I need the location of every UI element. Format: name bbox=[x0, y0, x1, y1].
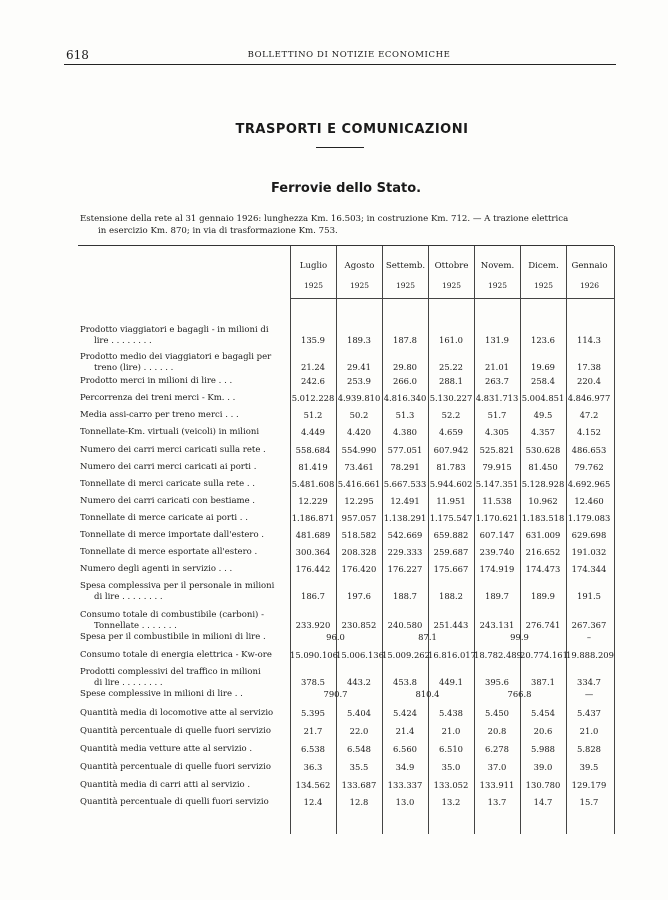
table-cell: 11.538 bbox=[482, 496, 512, 506]
table-cell: 4.420 bbox=[347, 427, 371, 437]
table-cell: 659.882 bbox=[433, 530, 469, 540]
table-cell: 1.138.291 bbox=[383, 513, 427, 523]
merged-cell: 87.1 bbox=[418, 632, 437, 642]
table-cell: 29.80 bbox=[393, 362, 417, 372]
table-cell: 130.780 bbox=[525, 780, 561, 790]
row-label bbox=[80, 780, 292, 791]
table-cell: 5.667.533 bbox=[383, 479, 427, 489]
table-cell: 208.328 bbox=[341, 547, 377, 557]
table-cell: 29.41 bbox=[347, 362, 371, 372]
table-cell: 50.2 bbox=[349, 410, 369, 420]
row-label bbox=[80, 632, 292, 643]
row-label bbox=[80, 547, 292, 558]
column-header bbox=[291, 256, 336, 296]
row-label bbox=[80, 610, 292, 631]
table-cell: 5.454 bbox=[531, 708, 555, 718]
row-label bbox=[80, 479, 292, 490]
row-label bbox=[80, 496, 292, 507]
table-cell: 133.052 bbox=[433, 780, 469, 790]
table-cell: 191.032 bbox=[571, 547, 607, 557]
table-cell: 4.357 bbox=[531, 427, 555, 437]
table-cell: 5.988 bbox=[531, 744, 555, 754]
table-cell: 4.380 bbox=[393, 427, 417, 437]
row-label-line: Quantità media di locomotive atte al servizio bbox=[80, 708, 274, 718]
table-cell: 4.816.340 bbox=[383, 393, 427, 403]
row-label-line: treno (lire) . . . . . . bbox=[94, 362, 174, 373]
row-label-line: Quantità percentuale di quelle fuori servizio bbox=[80, 726, 272, 736]
merged-cell: 790.7 bbox=[323, 689, 348, 699]
row-label-line: Consumo totale di energia elettrica - Kw-ore bbox=[80, 650, 272, 660]
row-label-line: Media assi-carro per treno merci . . . bbox=[80, 410, 239, 420]
table-cell: – bbox=[586, 632, 592, 642]
row-label-line: Consumo totale di combustibile (carboni) - bbox=[80, 610, 264, 620]
merged-cell: 99.9 bbox=[510, 632, 529, 642]
column-month: Dicem. bbox=[528, 261, 559, 271]
table-cell: 518.582 bbox=[341, 530, 377, 540]
table-cell: 5.012.228 bbox=[291, 393, 335, 403]
row-label-line: Prodotto medio dei viaggiatori e bagagli per bbox=[80, 352, 272, 362]
column-year: 1925 bbox=[395, 281, 416, 290]
row-label bbox=[80, 530, 292, 541]
table-cell: 1.186.871 bbox=[291, 513, 335, 523]
table-cell: 5.147.351 bbox=[475, 479, 519, 489]
table-cell: 216.652 bbox=[525, 547, 561, 557]
page-number: 618 bbox=[66, 48, 89, 62]
table-cell: 25.22 bbox=[439, 362, 463, 372]
table-cell: 39.0 bbox=[533, 762, 553, 772]
row-label-line: Tonnellate di merce esportate all'estero . bbox=[80, 547, 258, 557]
table-cell: 263.7 bbox=[485, 376, 509, 386]
table-cell: 5.481.608 bbox=[291, 479, 335, 489]
row-label-line: Numero degli agenti in servizio . . . bbox=[80, 564, 233, 574]
section-title: TRASPORTI E COMUNICAZIONI bbox=[235, 122, 469, 137]
table-cell: 12.8 bbox=[349, 797, 369, 807]
column-month: Settemb. bbox=[385, 261, 426, 271]
table-cell: 16.816.017 bbox=[428, 650, 476, 660]
table-cell: 174.919 bbox=[479, 564, 515, 574]
table-cell: 36.3 bbox=[303, 762, 323, 772]
table-cell: 288.1 bbox=[439, 376, 463, 386]
row-label-line: di lire . . . . . . . . bbox=[94, 677, 163, 688]
column-year: 1925 bbox=[349, 281, 370, 290]
row-label bbox=[80, 564, 292, 575]
table-cell: 131.9 bbox=[485, 335, 509, 345]
column-header bbox=[521, 256, 566, 296]
table-cell: 4.659 bbox=[439, 427, 463, 437]
subtitle: Ferrovie dello Stato. bbox=[270, 181, 422, 196]
row-label bbox=[80, 797, 292, 808]
table-cell: 5.404 bbox=[347, 708, 371, 718]
table-cell: 387.1 bbox=[531, 677, 555, 687]
merged-cell: 810.4 bbox=[415, 689, 440, 699]
table-cell: 133.687 bbox=[341, 780, 377, 790]
table-cell: 12.460 bbox=[574, 496, 604, 506]
table-top-rule bbox=[78, 245, 614, 246]
table-cell: 607.147 bbox=[479, 530, 515, 540]
table-cell: 78.291 bbox=[390, 462, 420, 472]
table-cell: 240.580 bbox=[387, 620, 423, 630]
table-cell: 15.009.262 bbox=[382, 650, 430, 660]
table-cell: 17.38 bbox=[577, 362, 601, 372]
table-cell: 6.510 bbox=[439, 744, 463, 754]
table-cell: 220.4 bbox=[577, 376, 601, 386]
table-cell: 12.295 bbox=[344, 496, 374, 506]
table-cell: 253.9 bbox=[347, 376, 371, 386]
table-cell: 558.684 bbox=[295, 445, 331, 455]
table-cell: 6.538 bbox=[301, 744, 325, 754]
table-cell: 129.179 bbox=[571, 780, 607, 790]
table-cell: 453.8 bbox=[393, 677, 417, 687]
table-cell: 134.562 bbox=[295, 780, 331, 790]
table-cell: 554.990 bbox=[341, 445, 377, 455]
running-head: BOLLETTINO DI NOTIZIE ECONOMICHE bbox=[247, 50, 451, 60]
row-label bbox=[80, 650, 292, 661]
table-cell: 19.888.209 bbox=[566, 650, 614, 660]
table-cell: 51.2 bbox=[303, 410, 323, 420]
column-year: 1925 bbox=[533, 281, 554, 290]
column-month: Gennaio bbox=[571, 261, 608, 271]
table-cell: 530.628 bbox=[525, 445, 561, 455]
row-label bbox=[80, 513, 292, 524]
table-cell: 525.821 bbox=[479, 445, 515, 455]
table-cell: 197.6 bbox=[347, 591, 371, 601]
table-cell: 13.2 bbox=[441, 797, 461, 807]
table-cell: 251.443 bbox=[433, 620, 469, 630]
row-label bbox=[80, 667, 292, 688]
table-cell: 449.1 bbox=[439, 677, 463, 687]
table-cell: 21.01 bbox=[485, 362, 509, 372]
table-cell: 267.367 bbox=[571, 620, 607, 630]
row-label-line: Tonnellate-Km. virtuali (veicoli) in milioni bbox=[80, 427, 260, 437]
column-header bbox=[383, 256, 428, 296]
table-cell: 5.395 bbox=[301, 708, 325, 718]
column-header bbox=[475, 256, 520, 296]
table-cell: 114.3 bbox=[577, 335, 601, 345]
table-cell: 300.364 bbox=[295, 547, 331, 557]
title-rule bbox=[316, 147, 364, 148]
row-label bbox=[80, 352, 292, 373]
column-year: 1925 bbox=[487, 281, 508, 290]
table-cell: 21.4 bbox=[395, 726, 415, 736]
header-rule bbox=[64, 64, 616, 65]
table-cell: 5.437 bbox=[577, 708, 601, 718]
table-cell: 18.782.489 bbox=[474, 650, 522, 660]
table-cell: 6.278 bbox=[485, 744, 509, 754]
row-label bbox=[80, 445, 292, 456]
table-cell: 20.774.161 bbox=[520, 650, 568, 660]
table-cell: 19.69 bbox=[531, 362, 555, 372]
row-label bbox=[80, 581, 292, 602]
table-cell: 4.831.713 bbox=[475, 393, 519, 403]
row-label-line: Numero dei carri merci caricati ai porti . bbox=[80, 462, 257, 472]
table-cell: 49.5 bbox=[533, 410, 553, 420]
row-label bbox=[80, 744, 292, 755]
table-cell: 5.450 bbox=[485, 708, 509, 718]
row-label bbox=[80, 410, 292, 421]
column-header bbox=[337, 256, 382, 296]
table-cell: 4.939.810 bbox=[337, 393, 381, 403]
table-cell: 161.0 bbox=[439, 335, 463, 345]
network-note bbox=[80, 213, 614, 237]
table-cell: 243.131 bbox=[479, 620, 515, 630]
row-label-line: Numero dei carri merci caricati sulla rete . bbox=[80, 445, 266, 455]
row-label bbox=[80, 427, 292, 438]
table-cell: 12.491 bbox=[390, 496, 420, 506]
column-year: 1925 bbox=[441, 281, 462, 290]
table-cell: 631.009 bbox=[525, 530, 561, 540]
table-cell: 4.305 bbox=[485, 427, 509, 437]
table-cell: 12.4 bbox=[303, 797, 323, 807]
table-cell: 174.473 bbox=[525, 564, 561, 574]
table-cell: 175.667 bbox=[433, 564, 469, 574]
table-cell: 21.0 bbox=[441, 726, 461, 736]
table-cell: 13.7 bbox=[487, 797, 507, 807]
table-cell: 187.8 bbox=[393, 335, 417, 345]
table-cell: 34.9 bbox=[395, 762, 415, 772]
table-cell: 15.090.106 bbox=[290, 650, 338, 660]
table-cell: 79.915 bbox=[482, 462, 512, 472]
table-cell: 191.5 bbox=[577, 591, 601, 601]
table-cell: 81.419 bbox=[298, 462, 328, 472]
note-line-2: in esercizio Km. 870; in via di trasformazione Km. 753. bbox=[98, 226, 338, 236]
table-cell: 481.689 bbox=[295, 530, 331, 540]
column-month: Agosto bbox=[344, 261, 375, 271]
table-cell: 20.6 bbox=[533, 726, 553, 736]
table-cell: 22.0 bbox=[349, 726, 369, 736]
row-label bbox=[80, 462, 292, 473]
table-cell: 334.7 bbox=[577, 677, 601, 687]
table-cell: 21.24 bbox=[301, 362, 325, 372]
table-cell: 258.4 bbox=[531, 376, 555, 386]
merged-cell: 766.8 bbox=[507, 689, 532, 699]
table-cell: 233.920 bbox=[295, 620, 331, 630]
table-cell: 51.7 bbox=[487, 410, 507, 420]
table-cell: 35.0 bbox=[441, 762, 461, 772]
row-label bbox=[80, 689, 292, 700]
table-cell: 176.442 bbox=[295, 564, 331, 574]
table-cell: 79.762 bbox=[574, 462, 604, 472]
table-cell: 81.783 bbox=[436, 462, 466, 472]
table-cell: 15.7 bbox=[579, 797, 599, 807]
row-label-line: Quantità percentuale di quelle fuori servizio bbox=[80, 762, 272, 772]
table-cell: 4.692.965 bbox=[567, 479, 611, 489]
table-cell: 542.669 bbox=[387, 530, 423, 540]
row-label-line: di lire . . . . . . . . bbox=[94, 591, 163, 602]
table-cell: 276.741 bbox=[525, 620, 561, 630]
table-cell: 378.5 bbox=[301, 677, 325, 687]
table-cell: 5.828 bbox=[577, 744, 601, 754]
row-label-line: Quantità media di carri atti al servizio . bbox=[80, 780, 251, 790]
row-label-line: Tonnellate di merce caricate ai porti . . bbox=[80, 513, 248, 523]
row-label-line: Prodotto viaggiatori e bagagli - in milioni di bbox=[80, 325, 269, 335]
row-label-line: Numero dei carri caricati con bestiame . bbox=[80, 496, 256, 506]
column-year: 1926 bbox=[579, 281, 600, 290]
row-label bbox=[80, 325, 292, 346]
table-cell: 577.051 bbox=[387, 445, 423, 455]
table-cell: 81.450 bbox=[528, 462, 558, 472]
row-label bbox=[80, 726, 292, 737]
column-rule bbox=[614, 246, 615, 834]
table-cell: 1.179.083 bbox=[567, 513, 611, 523]
row-label-line: Tonnellate di merce importate dall'estero . bbox=[80, 530, 265, 540]
table-cell: 4.449 bbox=[301, 427, 325, 437]
table-cell: 176.227 bbox=[387, 564, 423, 574]
table-cell: 174.344 bbox=[571, 564, 607, 574]
table-cell: 51.3 bbox=[395, 410, 415, 420]
table-cell: 20.8 bbox=[487, 726, 507, 736]
table-cell: 35.5 bbox=[349, 762, 369, 772]
table-cell: 1.170.621 bbox=[475, 513, 519, 523]
row-label-line: Quantità media vetture atte al servizio . bbox=[80, 744, 253, 754]
table-cell: 133.337 bbox=[387, 780, 423, 790]
table-cell: 5.130.227 bbox=[429, 393, 473, 403]
table-cell: 443.2 bbox=[347, 677, 371, 687]
row-label-line: Prodotti complessivi del traffico in milioni bbox=[80, 667, 261, 677]
row-label-line: Spesa per il combustibile in milioni di lire . bbox=[80, 632, 266, 642]
table-cell: 47.2 bbox=[579, 410, 599, 420]
row-label bbox=[80, 376, 292, 387]
table-cell: 5.004.851 bbox=[521, 393, 565, 403]
table-cell: 1.183.518 bbox=[521, 513, 565, 523]
row-label bbox=[80, 762, 292, 773]
table-cell: 6.548 bbox=[347, 744, 371, 754]
table-cell: 5.438 bbox=[439, 708, 463, 718]
table-cell: 486.653 bbox=[571, 445, 607, 455]
table-cell: 6.560 bbox=[393, 744, 417, 754]
table-cell: 10.962 bbox=[528, 496, 558, 506]
column-year: 1925 bbox=[303, 281, 324, 290]
column-month: Ottobre bbox=[434, 261, 469, 271]
table-cell: 13.0 bbox=[395, 797, 415, 807]
column-month: Luglio bbox=[299, 261, 328, 271]
table-cell: 188.7 bbox=[393, 591, 417, 601]
table-cell: 5.944.602 bbox=[429, 479, 473, 489]
table-cell: 607.942 bbox=[433, 445, 469, 455]
table-cell: 135.9 bbox=[301, 335, 325, 345]
table-cell: 21.0 bbox=[579, 726, 599, 736]
table-cell: 4.152 bbox=[577, 427, 601, 437]
table-cell: 239.740 bbox=[479, 547, 515, 557]
table-cell: 15.006.136 bbox=[336, 650, 384, 660]
table-cell: 11.951 bbox=[436, 496, 466, 506]
table-cell: 5.416.661 bbox=[337, 479, 381, 489]
table-cell: 39.5 bbox=[579, 762, 599, 772]
note-line-1: Estensione della rete al 31 gennaio 1926: lunghezza Km. 16.503; in costruzione Km. 712. — A trazione elettrica bbox=[80, 214, 569, 224]
table-cell: 12.229 bbox=[298, 496, 328, 506]
table-cell: 189.9 bbox=[531, 591, 555, 601]
table-cell: — bbox=[584, 689, 594, 699]
table-cell: 395.6 bbox=[485, 677, 509, 687]
column-header bbox=[429, 256, 474, 296]
row-label-line: Tonnellate di merci caricate sulla rete . . bbox=[80, 479, 255, 489]
merged-cell: 96.0 bbox=[326, 632, 345, 642]
table-cell: 5.128.928 bbox=[521, 479, 565, 489]
table-cell: 230.852 bbox=[341, 620, 377, 630]
row-label-line: lire . . . . . . . . bbox=[94, 335, 152, 346]
table-cell: 14.7 bbox=[533, 797, 553, 807]
table-cell: 629.698 bbox=[571, 530, 607, 540]
table-cell: 242.6 bbox=[301, 376, 325, 386]
table-cell: 5.424 bbox=[393, 708, 417, 718]
row-label bbox=[80, 708, 292, 719]
table-cell: 52.2 bbox=[441, 410, 461, 420]
table-cell: 189.7 bbox=[485, 591, 509, 601]
table-cell: 186.7 bbox=[301, 591, 325, 601]
table-cell: 1.175.547 bbox=[429, 513, 473, 523]
table-cell: 176.420 bbox=[341, 564, 377, 574]
row-label-line: Prodotto merci in milioni di lire . . . bbox=[80, 376, 233, 386]
row-label-line: Tonnellate . . . . . . . bbox=[94, 620, 177, 631]
row-label-line: Percorrenza dei treni merci - Km. . . bbox=[80, 393, 236, 403]
table-cell: 4.846.977 bbox=[567, 393, 611, 403]
table-cell: 259.687 bbox=[433, 547, 469, 557]
column-header bbox=[567, 256, 612, 296]
table-cell: 266.0 bbox=[393, 376, 417, 386]
table-cell: 37.0 bbox=[487, 762, 507, 772]
row-label bbox=[80, 393, 292, 404]
row-label-line: Spese complessive in milioni di lire . . bbox=[80, 689, 243, 699]
table-cell: 189.3 bbox=[347, 335, 371, 345]
row-label-line: Quantità percentuale di quelli fuori servizio bbox=[80, 797, 269, 807]
table-cell: 229.333 bbox=[387, 547, 423, 557]
table-cell: 73.461 bbox=[344, 462, 374, 472]
table-cell: 133.911 bbox=[479, 780, 515, 790]
table-cell: 188.2 bbox=[439, 591, 463, 601]
table-cell: 21.7 bbox=[303, 726, 323, 736]
table-cell: 123.6 bbox=[531, 335, 555, 345]
row-label-line: Spesa complessiva per il personale in milioni bbox=[80, 581, 275, 591]
table-cell: 957.057 bbox=[341, 513, 377, 523]
column-month: Novem. bbox=[480, 261, 515, 271]
